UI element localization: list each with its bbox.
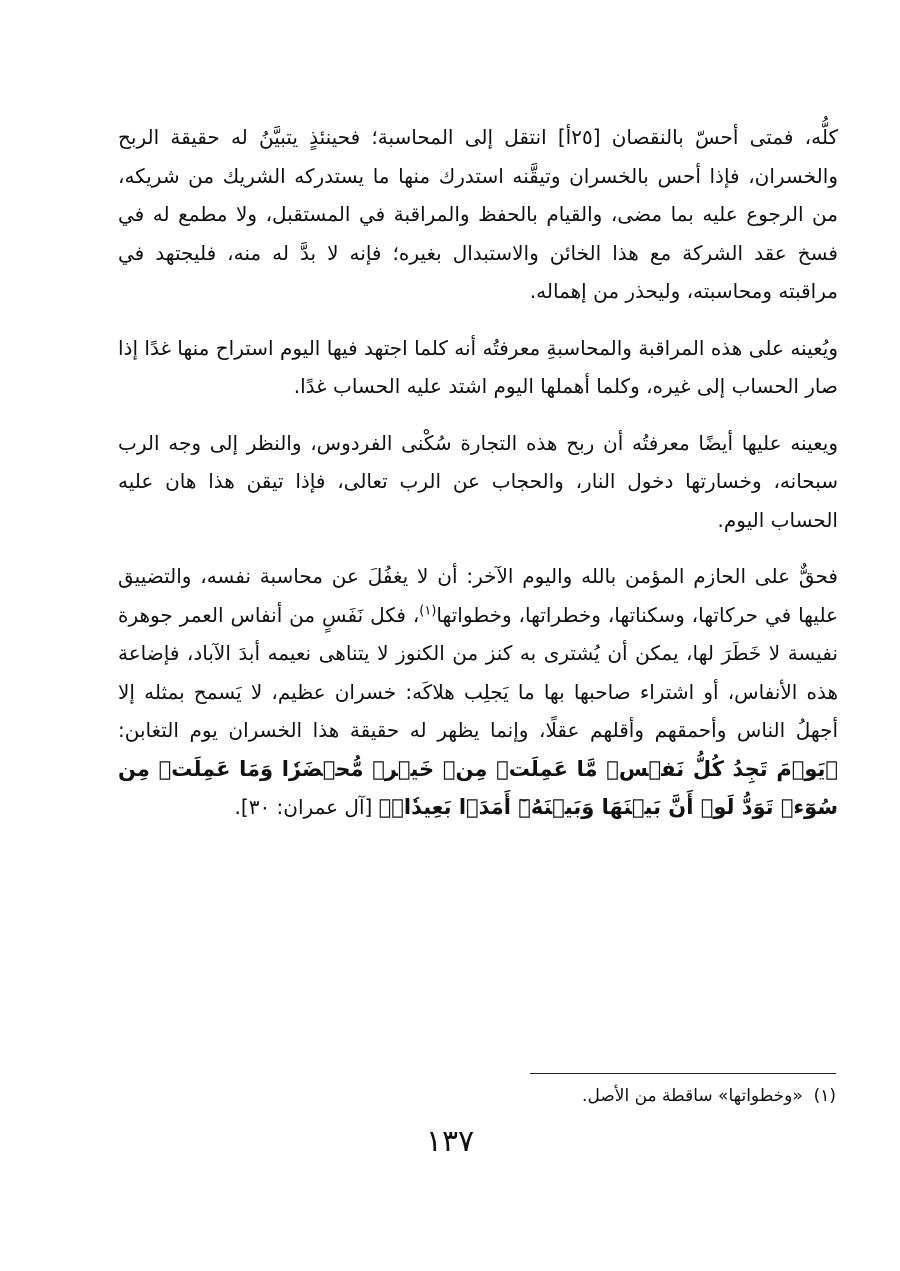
paragraph-2: ويُعينه على هذه المراقبة والمحاسبةِ معرفتُه أنه كلما اجتهد فيها اليوم استراح منها غدًا إذا صار الحساب إلى غيره، وكلما أهملها اليوم اشتد عليه الحساب غدًا. [118,335,838,398]
paragraph-3: ويعينه عليها أيضًا معرفتُه أن ربح هذه التجارة سُكْنى الفردوس، والنظر إلى وجه الرب سبحانه، وخسارتها دخول النار، والحجاب عن الرب تعالى، فإذا تيقن هذا هان عليه الحساب اليوم. [118,430,838,532]
footnote-number: (١) [813,1086,836,1106]
page-number: ١٣٧ [425,1124,475,1159]
paragraph-4-text-b: ، فكل نَفَسٍ من أنفاس العمر جوهرة نفيسة لا خَطَرَ لها، يمكن أن يُشترى به كنز من الكنوز لا يتناهى نعيمه أبدَ الآباد، فإضاعة هذه الأنفاس، أو اشتراء صاحبها بها ما يَجلِب هلاكَه: خسران عظيم، لا يَسمح بمثله إلا أجهلُ الناس وأحمقهم وأقلهم عقلًا، وإنما يظهر له حقيقة هذا الخسران يوم التغابن: [118,602,838,742]
paragraph-4-text-a: فحقٌّ على الحازم المؤمن بالله واليوم الآخر: أن لا يغفُلَ عن محاسبة نفسه، والتضييق عليها في حركاتها، وسكناتها، وخطراتها، وخطواتها [118,564,838,627]
paragraph-1: كلُّه، فمتى أحسّ بالنقصان [٢٥أ] انتقل إلى المحاسبة؛ فحينئذٍ يتبيَّنُ له حقيقة الربح والخسران، فإذا أحس بالخسران وتيقَّنه استدرك منها ما يستدركه الشريك من شريكه، من الرجوع عليه بما مضى، والقيام بالحفظ والمراقبة في المستقبل، ولا مطمع له في فسخ عقد الشركة مع هذا الخائن والاستبدال بغيره؛ فإنه لا بدَّ له منه، فليجتهد في مراقبته ومحاسبته، وليحذر من إهماله. [118,125,838,303]
main-text [118,118,838,827]
footnote-text: «وخطواتها» ساقطة من الأصل. [582,1086,803,1106]
footnote-reference[interactable]: (١) [419,602,437,618]
paragraph-4 [118,557,838,827]
quran-verse: ﴿يَوۡمَ تَجِدُ كُلُّ نَفۡسٖ مَّا عَمِلَتۡ مِنۡ خَيۡرٖ مُّحۡضَرٗا وَمَا عَمِلَتۡ مِن سُوٓءٖ تَوَدُّ لَوۡ أَنَّ بَيۡنَهَا وَبَيۡنَهُۥٓ أَمَدَۢا بَعِيدٗاۗ﴾ [118,756,838,819]
verse-reference: [آل عمران: ٣٠]. [234,795,379,819]
footnote-divider [530,1073,836,1074]
footnote [116,1082,836,1110]
